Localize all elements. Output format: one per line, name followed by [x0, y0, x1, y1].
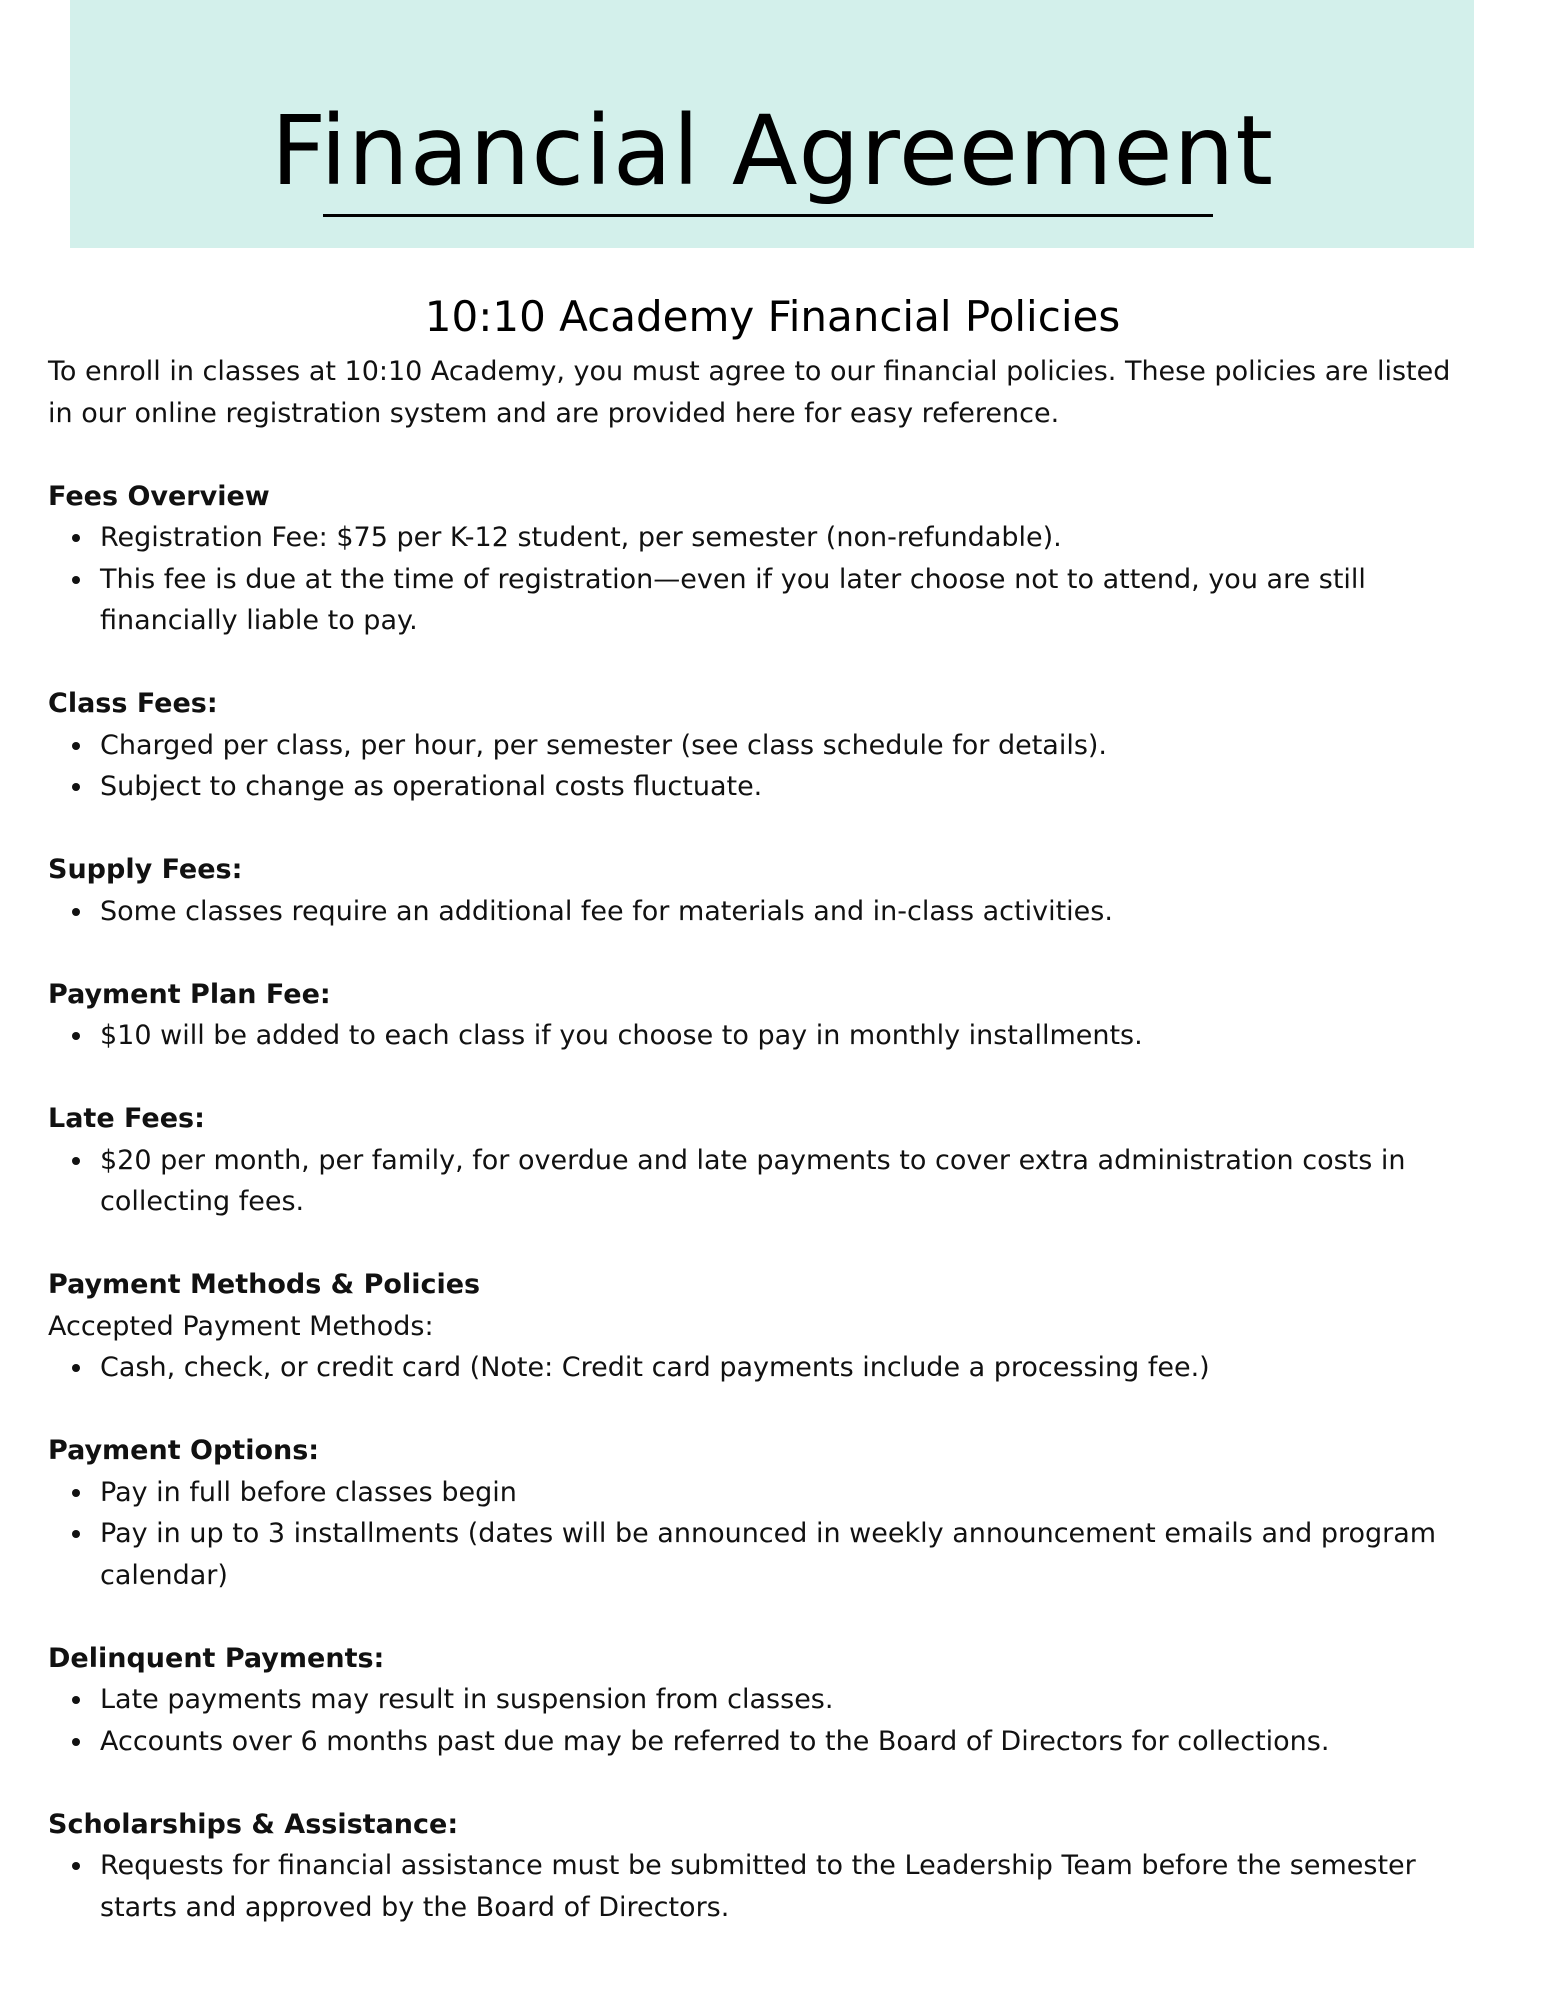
- list-item: $20 per month, per family, for overdue and late payments to cover extra administration costs in collecting fees.: [48, 1140, 1478, 1223]
- list-item: Registration Fee: $75 per K-12 student, per semester (non-refundable).: [48, 517, 1478, 559]
- bullet-list: [48, 1015, 1478, 1057]
- section-heading: Class Fees:: [48, 688, 218, 719]
- section-payment-methods: [48, 1264, 1478, 1389]
- list-item: Some classes require an additional fee for materials and in-class activities.: [48, 891, 1478, 933]
- section-heading: Payment Plan Fee:: [48, 978, 331, 1010]
- section-delinquent-payments: [48, 1638, 1478, 1763]
- bullet-list: [48, 1140, 1478, 1223]
- section-heading: Payment Methods & Policies: [48, 1269, 481, 1300]
- section-fees-overview: [48, 476, 1478, 642]
- document-subtitle: 10:10 Academy Financial Policies: [424, 292, 1121, 341]
- intro-paragraph: To enroll in classes at 10:10 Academy, you must agree to our financial policies. These policies are listed in our online registration system and are provided here for easy reference.: [48, 356, 1451, 429]
- list-item: $10 will be added to each class if you choose to pay in monthly installments.: [48, 1015, 1478, 1057]
- section-payment-plan-fee: [48, 974, 1478, 1057]
- section-class-fees: [48, 683, 1478, 808]
- section-heading: Supply Fees:: [48, 854, 243, 885]
- list-item: Pay in up to 3 installments (dates will be announced in weekly announcement emails and program calendar): [48, 1513, 1478, 1596]
- list-item: Late payments may result in suspension from classes.: [48, 1679, 1478, 1721]
- section-subheading: Accepted Payment Methods:: [48, 1310, 434, 1342]
- document-body: [48, 351, 1478, 1928]
- list-item: Accounts over 6 months past due may be referred to the Board of Directors for collections.: [48, 1721, 1478, 1763]
- title-underline: [323, 214, 1213, 217]
- list-item: Charged per class, per hour, per semester (see class schedule for details).: [48, 725, 1478, 767]
- list-item: Requests for financial assistance must be submitted to the Leadership Team before the semester starts and approved by the Board of Directors.: [48, 1845, 1478, 1928]
- bullet-list: [48, 1679, 1478, 1762]
- bullet-list: [48, 1347, 1478, 1389]
- bullet-list: [48, 1472, 1478, 1597]
- page-title: Financial Agreement: [270, 95, 1275, 207]
- bullet-list: [48, 517, 1478, 642]
- list-item: Subject to change as operational costs fluctuate.: [48, 766, 1478, 808]
- section-late-fees: [48, 1098, 1478, 1223]
- section-heading: Fees Overview: [48, 480, 270, 512]
- section-heading: Late Fees:: [48, 1103, 205, 1134]
- section-heading: Scholarships & Assistance:: [48, 1808, 459, 1840]
- list-item: Pay in full before classes begin: [48, 1472, 1478, 1514]
- section-heading: Payment Options:: [48, 1435, 320, 1466]
- bullet-list: [48, 891, 1478, 933]
- bullet-list: [48, 1845, 1478, 1928]
- section-payment-options: [48, 1430, 1478, 1596]
- list-item: This fee is due at the time of registration—even if you later choose not to attend, you are still financially liable to pay.: [48, 559, 1478, 642]
- section-heading: Delinquent Payments:: [48, 1642, 385, 1674]
- section-supply-fees: [48, 849, 1478, 932]
- bullet-list: [48, 725, 1478, 808]
- list-item: Cash, check, or credit card (Note: Credit card payments include a processing fee.): [48, 1347, 1478, 1389]
- section-scholarships: [48, 1804, 1478, 1929]
